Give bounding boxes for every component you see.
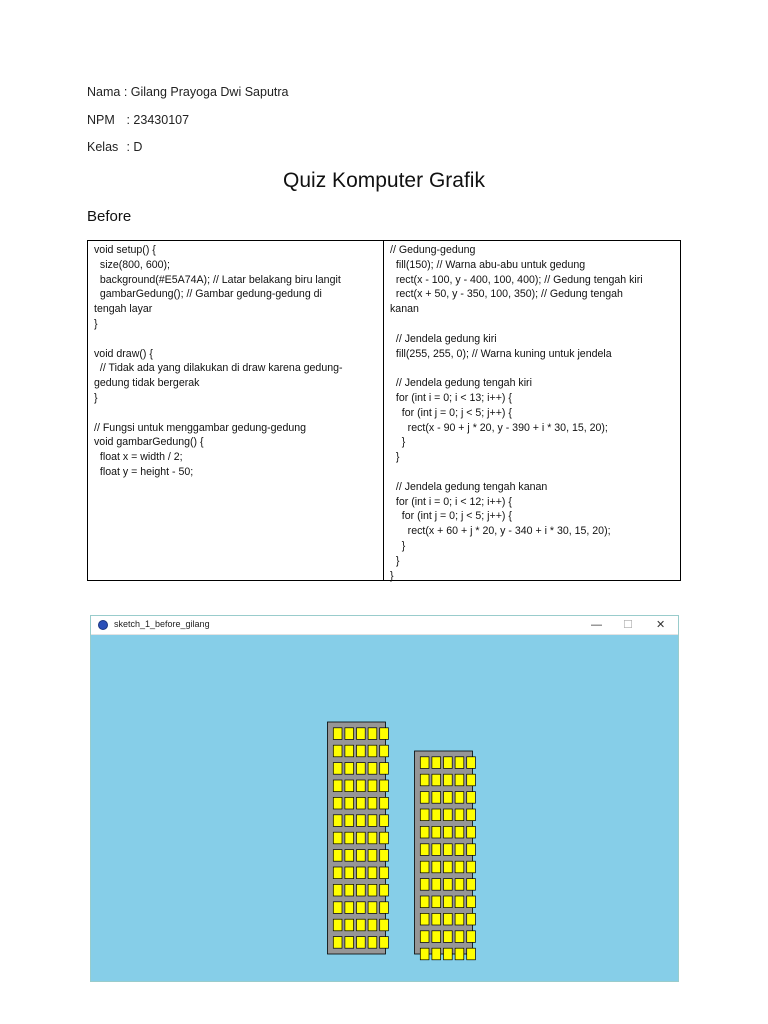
- building-window: [357, 728, 366, 740]
- building-window: [455, 774, 464, 786]
- code-line-right-22: }: [390, 554, 400, 567]
- building-window: [357, 763, 366, 775]
- building-window: [333, 937, 342, 949]
- building-window: [380, 867, 389, 879]
- code-line-right-3: rect(x - 100, y - 400, 100, 400); // Gedung tengah kiri: [390, 273, 643, 286]
- building-window: [420, 931, 429, 943]
- building-window: [380, 919, 389, 931]
- building-window: [345, 850, 354, 862]
- nama-line: [87, 85, 289, 99]
- close-button[interactable]: ✕: [656, 619, 666, 631]
- building-window: [420, 896, 429, 908]
- code-line-left-9: // Tidak ada yang dilakukan di draw karena gedung-: [94, 362, 343, 375]
- building-window: [444, 913, 453, 925]
- code-line-left-6: }: [94, 317, 98, 330]
- building-window: [467, 913, 476, 925]
- building-window: [432, 792, 441, 804]
- building-window: [455, 826, 464, 838]
- building-window: [467, 844, 476, 856]
- building-window: [444, 948, 453, 960]
- building-window: [345, 780, 354, 792]
- code-table: [87, 240, 681, 581]
- code-line-left-12: [94, 406, 377, 421]
- building-window: [467, 774, 476, 786]
- code-line-left-10: gedung tidak bergerak: [94, 377, 200, 390]
- document-title: Quiz Komputer Grafik: [283, 169, 485, 192]
- building-window: [357, 902, 366, 914]
- building-window: [467, 896, 476, 908]
- code-line-right-4: rect(x + 50, y - 350, 100, 350); // Gedung tengah: [390, 288, 623, 301]
- code-line-left-5: tengah layar: [94, 303, 153, 316]
- code-line-left-14: void gambarGedung() {: [94, 436, 204, 449]
- building-window: [357, 937, 366, 949]
- building-window: [357, 797, 366, 809]
- code-line-left-4: gambarGedung(); // Gambar gedung-gedung di: [94, 288, 322, 301]
- building-window: [380, 884, 389, 896]
- building-window: [345, 902, 354, 914]
- building-window: [368, 745, 377, 757]
- building-window: [380, 763, 389, 775]
- window-titlebar[interactable]: [91, 616, 678, 635]
- building-window: [420, 809, 429, 821]
- building-window: [455, 896, 464, 908]
- building-window: [467, 879, 476, 891]
- building-window: [432, 774, 441, 786]
- code-line-right-23: }: [390, 569, 394, 582]
- building-window: [380, 728, 389, 740]
- building-window: [455, 757, 464, 769]
- building-window: [380, 780, 389, 792]
- building-window: [420, 879, 429, 891]
- kelas-label: Kelas: [87, 140, 119, 154]
- building-window: [380, 902, 389, 914]
- building-window: [420, 913, 429, 925]
- code-line-left-7: [94, 332, 377, 347]
- building-window: [333, 815, 342, 827]
- building-window: [467, 792, 476, 804]
- building-window: [444, 774, 453, 786]
- building-window: [444, 792, 453, 804]
- nama-label: Nama: [87, 85, 121, 99]
- building-window: [357, 745, 366, 757]
- building-window: [455, 879, 464, 891]
- kelas-value: : D: [126, 140, 143, 154]
- building-window: [380, 850, 389, 862]
- building-window: [357, 867, 366, 879]
- building-window: [380, 815, 389, 827]
- building-window: [380, 937, 389, 949]
- code-line-right-8: fill(255, 255, 0); // Warna kuning untuk jendela: [390, 347, 612, 360]
- code-line-right-5: kanan: [390, 303, 419, 316]
- building-window: [467, 826, 476, 838]
- code-line-left-8: void draw() {: [94, 347, 153, 360]
- code-line-right-7: // Jendela gedung kiri: [390, 332, 497, 345]
- building-window: [357, 850, 366, 862]
- code-line-right-12: for (int j = 0; j < 5; j++) {: [390, 406, 512, 419]
- building-window: [345, 745, 354, 757]
- building-window: [455, 861, 464, 873]
- code-line-left-11: }: [94, 391, 98, 404]
- building-window: [455, 792, 464, 804]
- code-line-right-18: for (int i = 0; i < 12; i++) {: [390, 495, 512, 508]
- building-window: [432, 861, 441, 873]
- building-window: [333, 780, 342, 792]
- code-column-right: [384, 241, 680, 580]
- building-window: [467, 948, 476, 960]
- building-window: [444, 809, 453, 821]
- building-window: [444, 879, 453, 891]
- building-window: [380, 797, 389, 809]
- maximize-button[interactable]: ☐: [623, 619, 633, 631]
- building-window: [432, 809, 441, 821]
- code-line-right-19: for (int j = 0; j < 5; j++) {: [390, 510, 512, 523]
- building-window: [467, 757, 476, 769]
- building-window: [444, 844, 453, 856]
- code-line-right-20: rect(x + 60 + j * 20, y - 340 + i * 30, 15, 20);: [390, 525, 611, 538]
- code-line-right-6: [390, 317, 674, 332]
- building-window: [444, 757, 453, 769]
- building-window: [345, 797, 354, 809]
- building-window: [333, 745, 342, 757]
- building-window: [333, 919, 342, 931]
- building-window: [420, 792, 429, 804]
- building-window: [368, 763, 377, 775]
- building-window: [432, 896, 441, 908]
- building-window: [444, 861, 453, 873]
- code-column-left: [88, 241, 384, 580]
- building-window: [368, 780, 377, 792]
- building-window: [455, 844, 464, 856]
- building-window: [444, 896, 453, 908]
- npm-line: [87, 113, 189, 127]
- building-window: [368, 937, 377, 949]
- code-line-left-13: // Fungsi untuk menggambar gedung-gedung: [94, 421, 307, 434]
- building-window: [432, 879, 441, 891]
- code-line-left-3: background(#E5A74A); // Latar belakang biru langit: [94, 273, 341, 286]
- code-line-right-9: [390, 361, 674, 376]
- npm-value: : 23430107: [126, 113, 190, 127]
- building-window: [357, 884, 366, 896]
- code-line-right-2: fill(150); // Warna abu-abu untuk gedung: [390, 258, 586, 271]
- building-window: [368, 832, 377, 844]
- nama-value: : Gilang Prayoga Dwi Saputra: [123, 85, 289, 99]
- building-window: [368, 884, 377, 896]
- building-window: [380, 832, 389, 844]
- building-window: [420, 757, 429, 769]
- building-window: [420, 774, 429, 786]
- building-window: [432, 826, 441, 838]
- building-window: [432, 913, 441, 925]
- building-window: [357, 919, 366, 931]
- building-window: [345, 763, 354, 775]
- building-window: [432, 757, 441, 769]
- code-line-right-10: // Jendela gedung tengah kiri: [390, 377, 532, 390]
- minimize-button[interactable]: —: [591, 619, 602, 631]
- code-line-right-13: rect(x - 90 + j * 20, y - 390 + i * 30, 15, 20);: [390, 421, 608, 434]
- code-line-left-16: float y = height - 50;: [94, 465, 194, 478]
- section-heading: Before: [87, 208, 132, 225]
- code-line-right-15: }: [390, 451, 400, 464]
- code-line-right-11: for (int i = 0; i < 13; i++) {: [390, 391, 512, 404]
- building-window: [432, 948, 441, 960]
- building-window: [357, 780, 366, 792]
- building-window: [345, 937, 354, 949]
- building-window: [467, 931, 476, 943]
- sketch-window: [90, 615, 679, 982]
- building-window: [368, 728, 377, 740]
- building-window: [368, 919, 377, 931]
- building-window: [380, 745, 389, 757]
- building-window: [345, 815, 354, 827]
- window-title: sketch_1_before_gilang: [114, 619, 210, 629]
- code-line-right-21: }: [390, 539, 406, 552]
- code-line-right-1: // Gedung-gedung: [390, 244, 476, 256]
- processing-app-icon: [98, 620, 108, 630]
- building-window: [333, 850, 342, 862]
- building-window: [368, 902, 377, 914]
- building-window: [444, 826, 453, 838]
- building-window: [333, 867, 342, 879]
- sketch-canvas: [91, 616, 679, 982]
- code-line-left-1: void setup() {: [94, 244, 156, 256]
- building-window: [467, 861, 476, 873]
- building-window: [368, 797, 377, 809]
- building-window: [420, 826, 429, 838]
- code-line-left-2: size(800, 600);: [94, 258, 170, 271]
- code-line-right-14: }: [390, 436, 406, 449]
- building-window: [333, 728, 342, 740]
- code-line-right-16: [390, 465, 674, 480]
- building-window: [420, 948, 429, 960]
- building-window: [368, 815, 377, 827]
- kelas-line: [87, 140, 142, 154]
- building-window: [333, 832, 342, 844]
- npm-label: NPM: [87, 113, 115, 127]
- building-window: [455, 809, 464, 821]
- code-line-right-17: // Jendela gedung tengah kanan: [390, 480, 548, 493]
- building-window: [444, 931, 453, 943]
- building-window: [357, 815, 366, 827]
- building-window: [467, 809, 476, 821]
- building-window: [345, 919, 354, 931]
- building-window: [368, 867, 377, 879]
- building-window: [455, 931, 464, 943]
- building-window: [345, 728, 354, 740]
- building-window: [345, 832, 354, 844]
- building-window: [345, 867, 354, 879]
- building-window: [333, 763, 342, 775]
- building-window: [432, 931, 441, 943]
- building-window: [455, 948, 464, 960]
- building-window: [432, 844, 441, 856]
- building-window: [357, 832, 366, 844]
- building-window: [420, 861, 429, 873]
- building-window: [333, 902, 342, 914]
- building-window: [455, 913, 464, 925]
- building-window: [333, 884, 342, 896]
- building-window: [368, 850, 377, 862]
- building-window: [333, 797, 342, 809]
- building-window: [420, 844, 429, 856]
- building-window: [345, 884, 354, 896]
- code-line-left-15: float x = width / 2;: [94, 451, 183, 464]
